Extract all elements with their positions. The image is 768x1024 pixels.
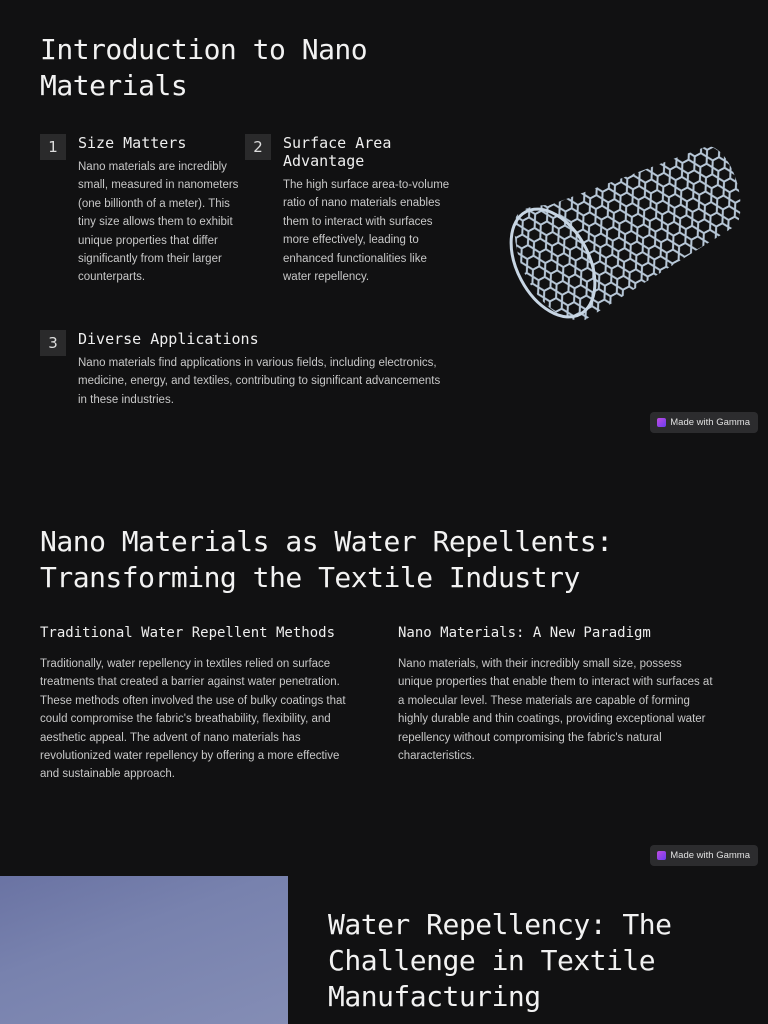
item-title: Diverse Applications [78,330,259,348]
gamma-logo-icon [657,418,666,427]
item-diverse-applications [40,330,450,409]
column-new-paradigm [398,625,718,765]
section3-title: Water Repellency: The Challenge in Textile Manufacturing [328,908,672,1013]
column-title: Traditional Water Repellent Methods [40,625,336,641]
item-body: Nano materials are incredibly small, measured in nanometers (one billionth of a meter). This tiny size allows them to exhibit unique properties that differ significantly from their larger counterparts. [78,161,239,284]
made-with-gamma-badge[interactable] [650,845,758,866]
item-number: 3 [40,330,66,356]
column-body: Traditionally, water repellency in textiles relied on surface treatments that created a barrier against water penetration. These methods often involved the use of bulky coatings that could compromise the fabric's breathability, flexibility, and aesthetic appeal. The advent of nano materials has revolutionized water repellency by offering a more effective and sustainable approach. [40,658,346,781]
item-size-matters [40,134,240,287]
section1-title: Introduction to Nano Materials [40,33,368,102]
nanotube-image [505,135,750,330]
badge-label: Made with Gamma [670,417,750,428]
section2-title: Nano Materials as Water Repellents: Transforming the Textile Industry [40,525,613,594]
badge-label: Made with Gamma [670,850,750,861]
item-body: The high surface area-to-volume ratio of nano materials enables them to interact with surfaces more effectively, leading to enhanced functionalities like water repellency. [283,179,450,284]
item-number: 1 [40,134,66,160]
column-traditional-methods [40,625,360,784]
gamma-logo-icon [657,851,666,860]
made-with-gamma-badge[interactable] [650,412,758,433]
item-number: 2 [245,134,271,160]
item-surface-area [245,134,450,286]
item-title: Surface Area Advantage [283,134,392,170]
water-photo-image [0,876,288,1024]
item-title: Size Matters [78,134,187,152]
column-body: Nano materials, with their incredibly small size, possess unique properties that enable them to interact with surfaces at a molecular level. These materials are capable of forming highly durable and thin coatings, providing exceptional water repellency without compromising the fabric's natural characteristics. [398,658,713,763]
item-body: Nano materials find applications in various fields, including electronics, medicine, energy, and textiles, contributing to significant advancements in these industries. [78,357,441,406]
column-title: Nano Materials: A New Paradigm [398,625,651,641]
